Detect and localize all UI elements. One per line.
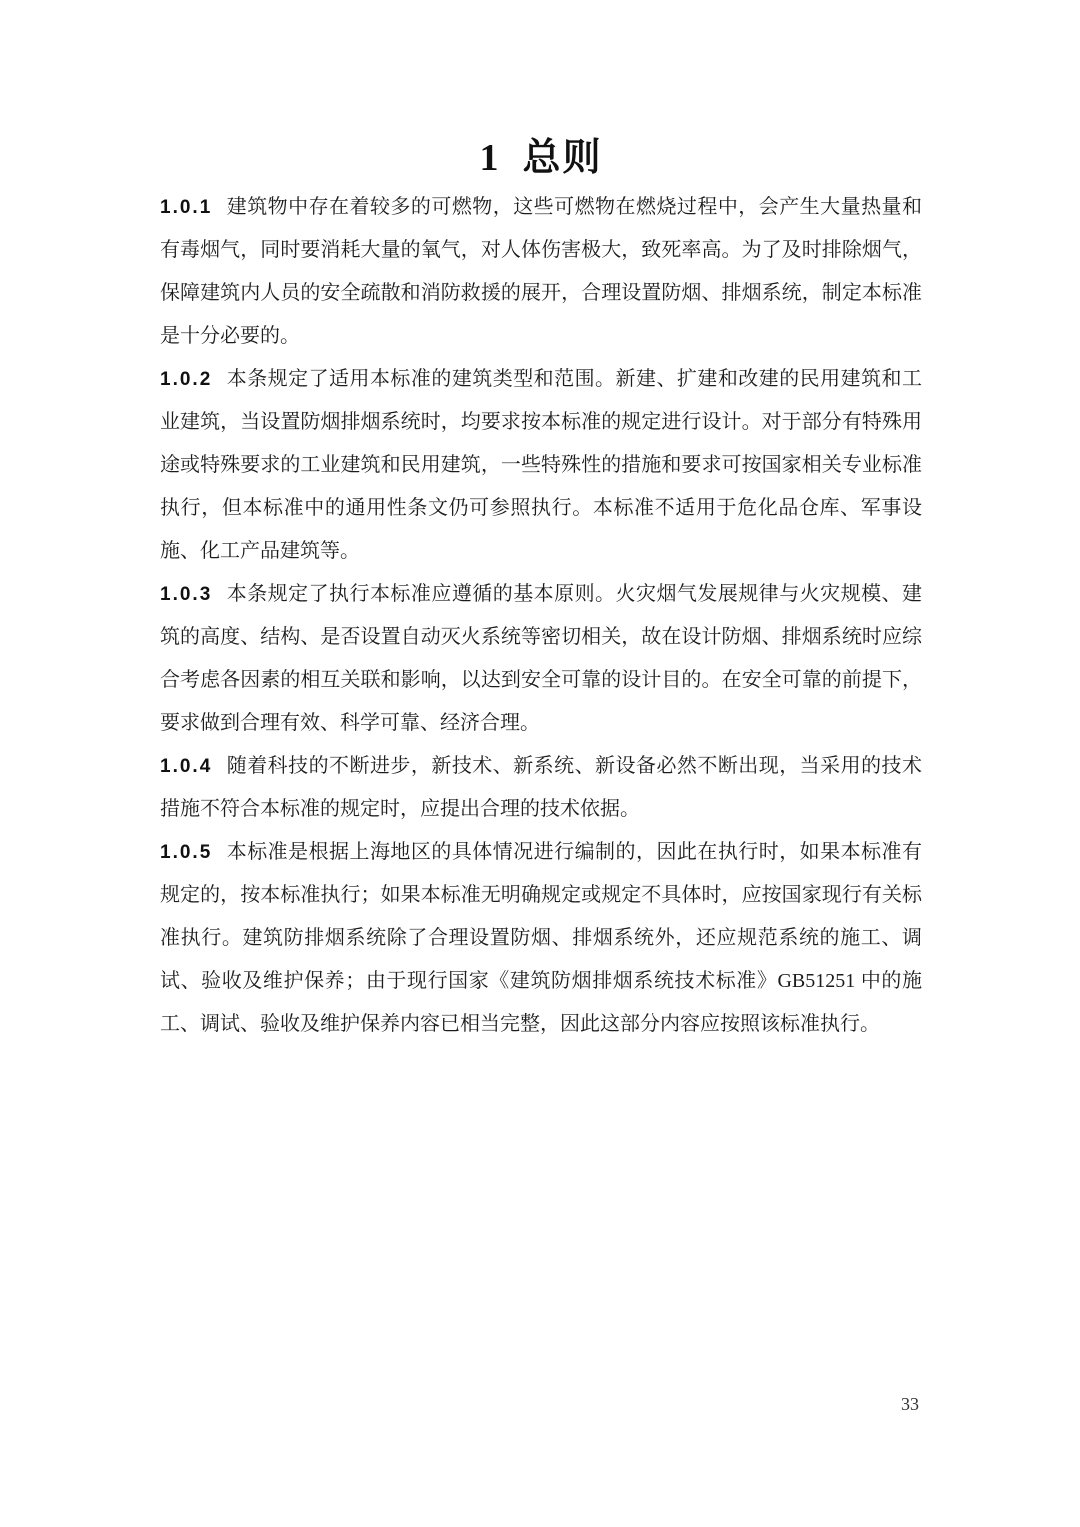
chapter-title-text: 总则 (522, 137, 603, 179)
clause-1-0-5 (160, 831, 922, 1046)
clause-text: 本条规定了适用本标准的建筑类型和范围。新建、扩建和改建的民用建筑和工业建筑，当设置防烟排烟系统时，均要求按本标准的规定进行设计。对于部分有特殊用途或特殊要求的工业建筑和民用建筑，一些特殊性的措施和要求可按国家相关专业标准执行，但本标准中的通用性条文仍可参照执行。本标准不适用于危化品仓库、军事设施、化工产品建筑等。 (160, 368, 922, 562)
clause-1-0-3 (160, 573, 922, 745)
clause-number: 1.0.5 (160, 842, 213, 863)
clause-1-0-4 (160, 745, 922, 831)
chapter-number: 1 (479, 137, 501, 179)
clause-1-0-2 (160, 358, 922, 573)
clause-text: 随着科技的不断进步，新技术、新系统、新设备必然不断出现，当采用的技术措施不符合本标准的规定时，应提出合理的技术依据。 (160, 755, 922, 820)
page-title (160, 126, 922, 181)
clause-number: 1.0.2 (160, 369, 213, 390)
clause-text: 本条规定了执行本标准应遵循的基本原则。火灾烟气发展规律与火灾规模、建筑的高度、结构、是否设置自动灭火系统等密切相关，故在设计防烟、排烟系统时应综合考虑各因素的相互关联和影响，以达到安全可靠的设计目的。在安全可靠的前提下，要求做到合理有效、科学可靠、经济合理。 (160, 583, 922, 734)
body-text (160, 186, 922, 1046)
clause-number: 1.0.1 (160, 197, 213, 218)
clause-number: 1.0.3 (160, 584, 213, 605)
clause-number: 1.0.4 (160, 756, 213, 777)
page-number: 33 (901, 1394, 919, 1414)
clause-text: 建筑物中存在着较多的可燃物，这些可燃物在燃烧过程中，会产生大量热量和有毒烟气，同时要消耗大量的氧气，对人体伤害极大，致死率高。为了及时排除烟气，保障建筑内人员的安全疏散和消防救援的展开，合理设置防烟、排烟系统，制定本标准是十分必要的。 (160, 196, 922, 347)
clause-1-0-1 (160, 186, 922, 358)
clause-text: 本标准是根据上海地区的具体情况进行编制的，因此在执行时，如果本标准有规定的，按本标准执行；如果本标准无明确规定或规定不具体时，应按国家现行有关标准执行。建筑防排烟系统除了合理设置防烟、排烟系统外，还应规范系统的施工、调试、验收及维护保养；由于现行国家《建筑防烟排烟系统技术标准》GB51251 中的施工、调试、验收及维护保养内容已相当完整，因此这部分内容应按照该标准执行。 (160, 841, 922, 1035)
